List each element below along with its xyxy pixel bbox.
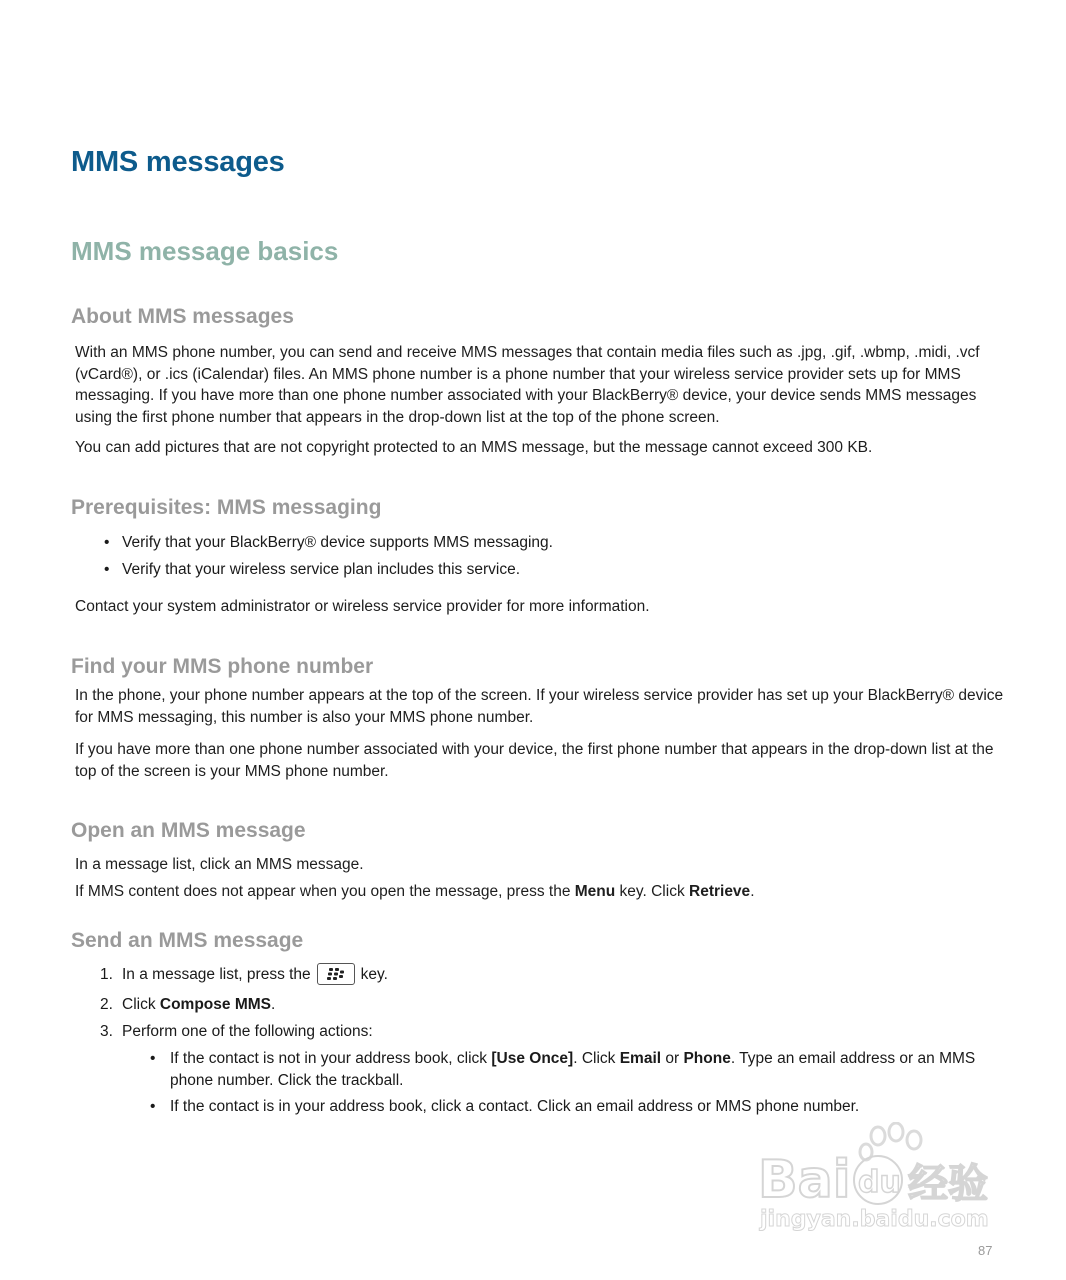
page-number: 87 xyxy=(978,1243,993,1258)
open-heading: Open an MMS message xyxy=(71,819,306,842)
bullet-icon: • xyxy=(104,534,110,551)
prereq-heading: Prerequisites: MMS messaging xyxy=(71,496,382,519)
bullet-icon: • xyxy=(150,1098,156,1115)
open-line-1: In a message list, click an MMS message. xyxy=(75,856,364,873)
prereq-note: Contact your system administrator or wireless service provider for more information. xyxy=(75,598,650,615)
bullet-icon: • xyxy=(104,561,110,578)
send-heading: Send an MMS message xyxy=(71,929,304,952)
open-line-2: If MMS content does not appear when you open the message, press the Menu key. Click Retrieve. xyxy=(75,883,755,900)
list-item xyxy=(104,532,553,553)
svg-text:经验: 经验 xyxy=(908,1161,988,1207)
compose-mms-label: Compose MMS xyxy=(159,996,271,1013)
bullet-icon: • xyxy=(150,1050,156,1067)
find-heading: Find your MMS phone number xyxy=(71,655,374,678)
find-paragraph-1: In the phone, your phone number appears at the top of the screen. If your wireless service provider has set up your BlackBerry® device for MMS messaging, this number is also your MMS phone number. xyxy=(75,687,1004,726)
svg-text:jingyan.baidu.com: jingyan.baidu.com xyxy=(760,1207,989,1232)
baidu-watermark-logo xyxy=(758,1122,1008,1232)
svg-text:du: du xyxy=(858,1165,901,1200)
step-3: 3. Perform one of the following actions: xyxy=(100,1023,373,1040)
svg-text:Bai: Bai xyxy=(758,1150,851,1210)
retrieve-label: Retrieve xyxy=(689,883,751,900)
list-item: • If the contact is not in your address book, click [Use Once]. Click Email or Phone. Type an email address or an MMS phone number. Click the trackball. xyxy=(150,1050,976,1089)
prereq-bullet-1: Verify that your BlackBerry® device supports MMS messaging. xyxy=(122,534,553,551)
list-item xyxy=(104,559,520,580)
step-2: 2. Click Compose MMS. xyxy=(100,996,276,1013)
list-item: • If the contact is in your address book, click a contact. Click an email address or MMS phone number. xyxy=(150,1096,1010,1118)
page-title: MMS messages xyxy=(71,146,285,178)
about-paragraph-2: You can add pictures that are not copyright protected to an MMS message, but the message cannot exceed 300 KB. xyxy=(75,439,873,456)
about-heading: About MMS messages xyxy=(71,305,294,328)
step-1: 1. In a message list, press the key. xyxy=(100,964,388,986)
section-title: MMS message basics xyxy=(71,236,339,266)
find-paragraph-2: If you have more than one phone number associated with your device, the first phone number that appears in the drop-down list at the top of the screen is your MMS phone number. xyxy=(75,741,994,780)
menu-key-label: Menu xyxy=(574,883,616,900)
prereq-bullet-2: Verify that your wireless service plan includes this service. xyxy=(122,561,520,578)
about-paragraph-1: With an MMS phone number, you can send and receive MMS messages that contain media files such as .jpg, .gif, .wbmp, .midi, .vcf (vCard®), or .ics (iCalendar) files. An MMS phone number is a phone number that your wireless service provider sets up for MMS messaging. If you have more than one phone number associated with your BlackBerry® device, your device sends MMS messages using the first phone number that appears in the drop-down list at the top of the phone screen. xyxy=(75,344,980,426)
blackberry-menu-key-icon xyxy=(317,963,355,985)
